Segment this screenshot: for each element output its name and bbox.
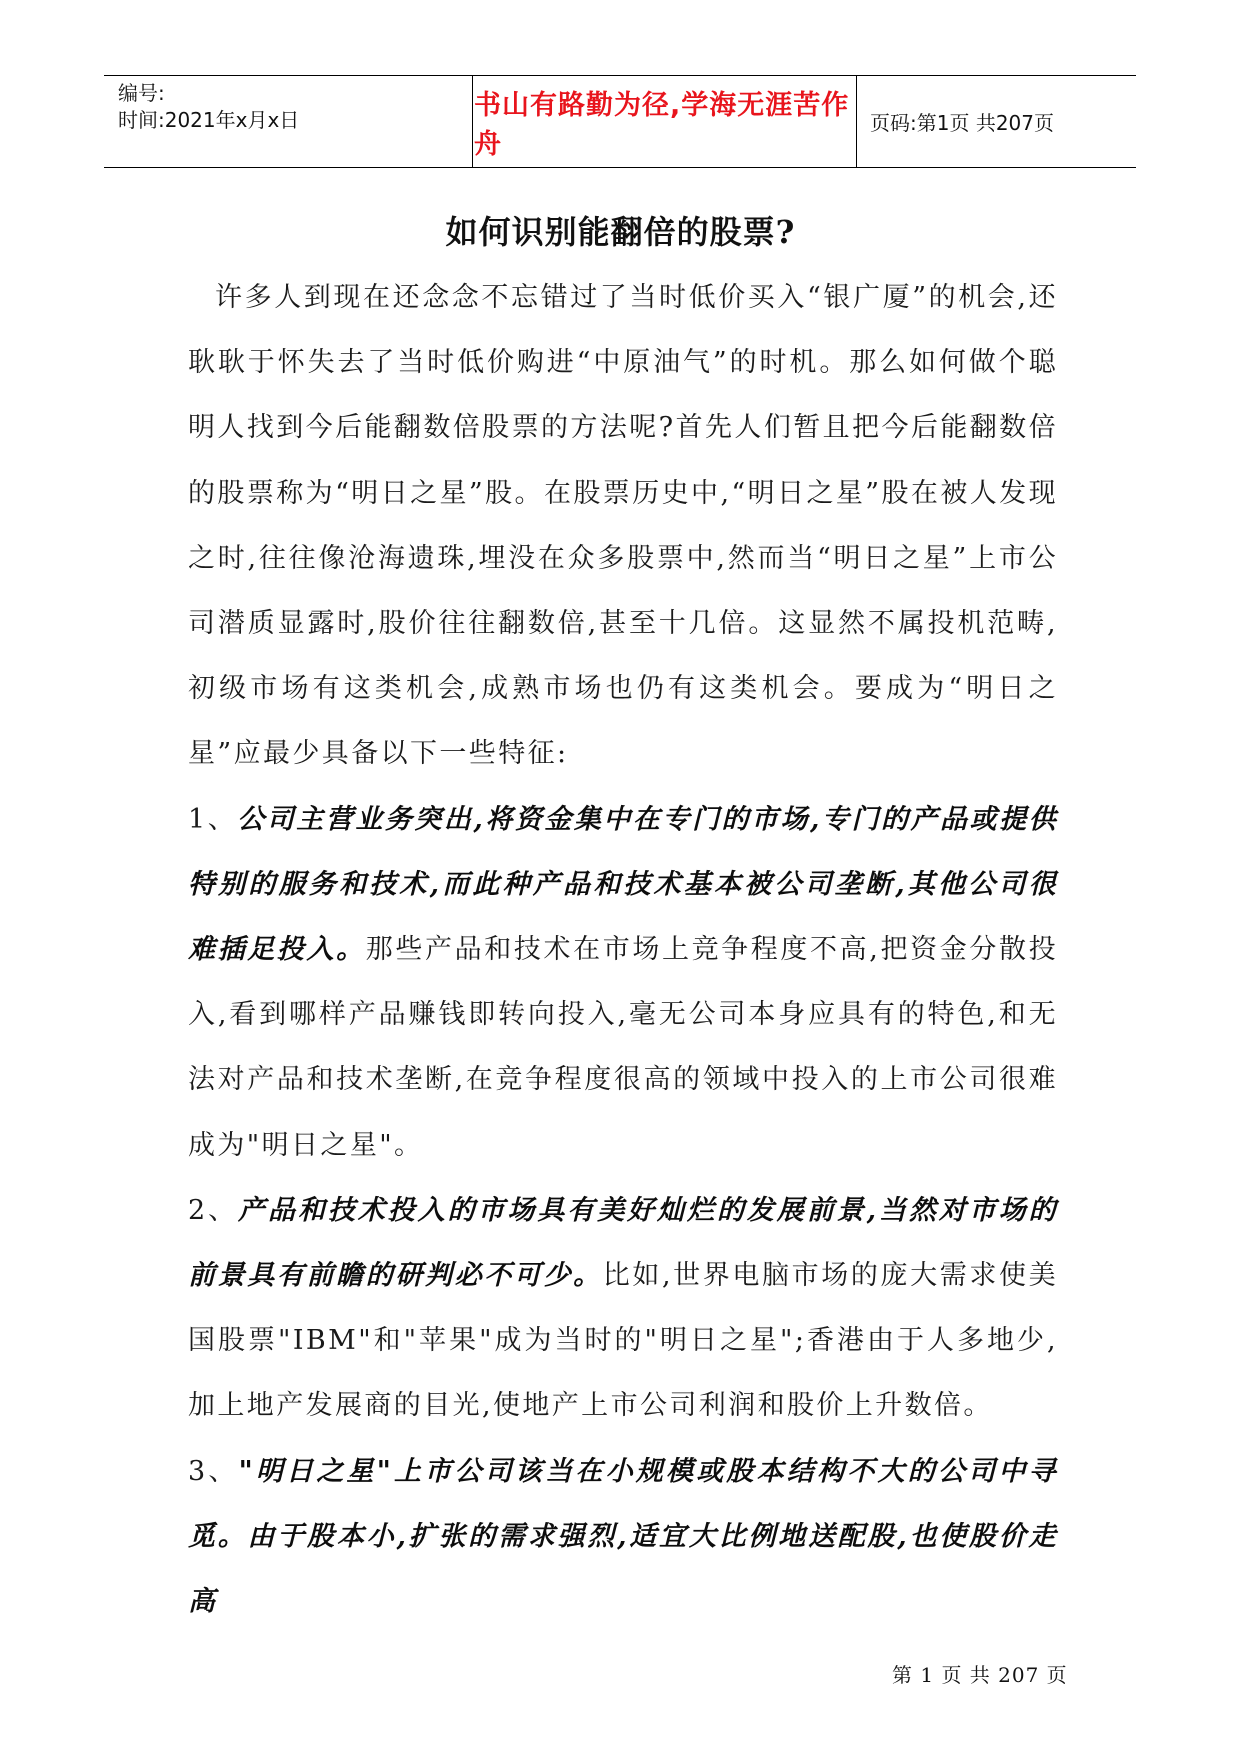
header-page-info: 页码:第1页 共207页 <box>870 111 1054 135</box>
header-meta <box>118 80 468 134</box>
intro-paragraph: 许多人到现在还念念不忘错过了当时低价买入“银广厦”的机会,还耿耿于怀失去了当时低价购进“中原油气”的时机。那么如何做个聪明人找到今后能翻数倍股票的方法呢?首先人们暂且把今后能翻数倍的股票称为“明日之星”股。在股票历史中,“明日之星”股在被人发现之时,往往像沧海遗珠,埋没在众多股票中,然而当“明日之星”上市公司潜质显露时,股价往往翻数倍,甚至十几倍。这显然不属投机范畴,初级市场有这类机会,成熟市场也仍有这类机会。要成为“明日之星”应最少具备以下一些特征: <box>188 282 1058 770</box>
point-paragraph <box>188 1178 1058 1439</box>
document-header <box>104 75 1136 168</box>
document-body <box>188 265 1058 1634</box>
point-emphasis: "明日之星"上市公司该当在小规模或股本结构不大的公司中寻觅。由于股本小,扩张的需求强烈,适宜大比例地送配股,也使股价走高 <box>188 1455 1058 1618</box>
point-emphasis: 公司主营业务突出,将资金集中在专门的市场,专门的产品或提供特别的服务和技术,而此种产品和技术基本被公司垄断,其他公司很难插足投入。 <box>188 803 1059 966</box>
point-number: 3、 <box>188 1455 239 1487</box>
point-number: 2、 <box>188 1194 239 1226</box>
document-title: 如何识别能翻倍的股票? <box>445 213 796 251</box>
point-text: 比如,世界电脑市场的庞大需求使美国股票"IBM"和"苹果"成为当时的"明日之星";香港由于人多地少,加上地产发展商的目光,使地产上市公司利润和股价上升数倍。 <box>188 1260 1058 1422</box>
header-divider <box>856 76 857 167</box>
time-label: 时间:2021年x月x日 <box>118 108 300 132</box>
point-paragraph <box>188 1439 1058 1635</box>
point-text: 那些产品和技术在市场上竞争程度不高,把资金分散投入,看到哪样产品赚钱即转向投入,毫无公司本身应具有的特色,和无法对产品和技术垄断,在竞争程度很高的领域中投入的上市公司很难成为"明日之星"。 <box>188 934 1058 1161</box>
point-emphasis: 产品和技术投入的市场具有美好灿烂的发展前景,当然对市场的前景具有前瞻的研判必不可少。 <box>188 1194 1058 1292</box>
point-number: 1、 <box>188 803 238 835</box>
header-divider <box>472 76 473 167</box>
header-motto: 书山有路勤为径,学海无涯苦作舟 <box>474 89 850 160</box>
page-footer: 第 1 页 共 207 页 <box>892 1663 1068 1687</box>
point-paragraph <box>188 787 1058 1178</box>
serial-label: 编号: <box>118 81 165 105</box>
